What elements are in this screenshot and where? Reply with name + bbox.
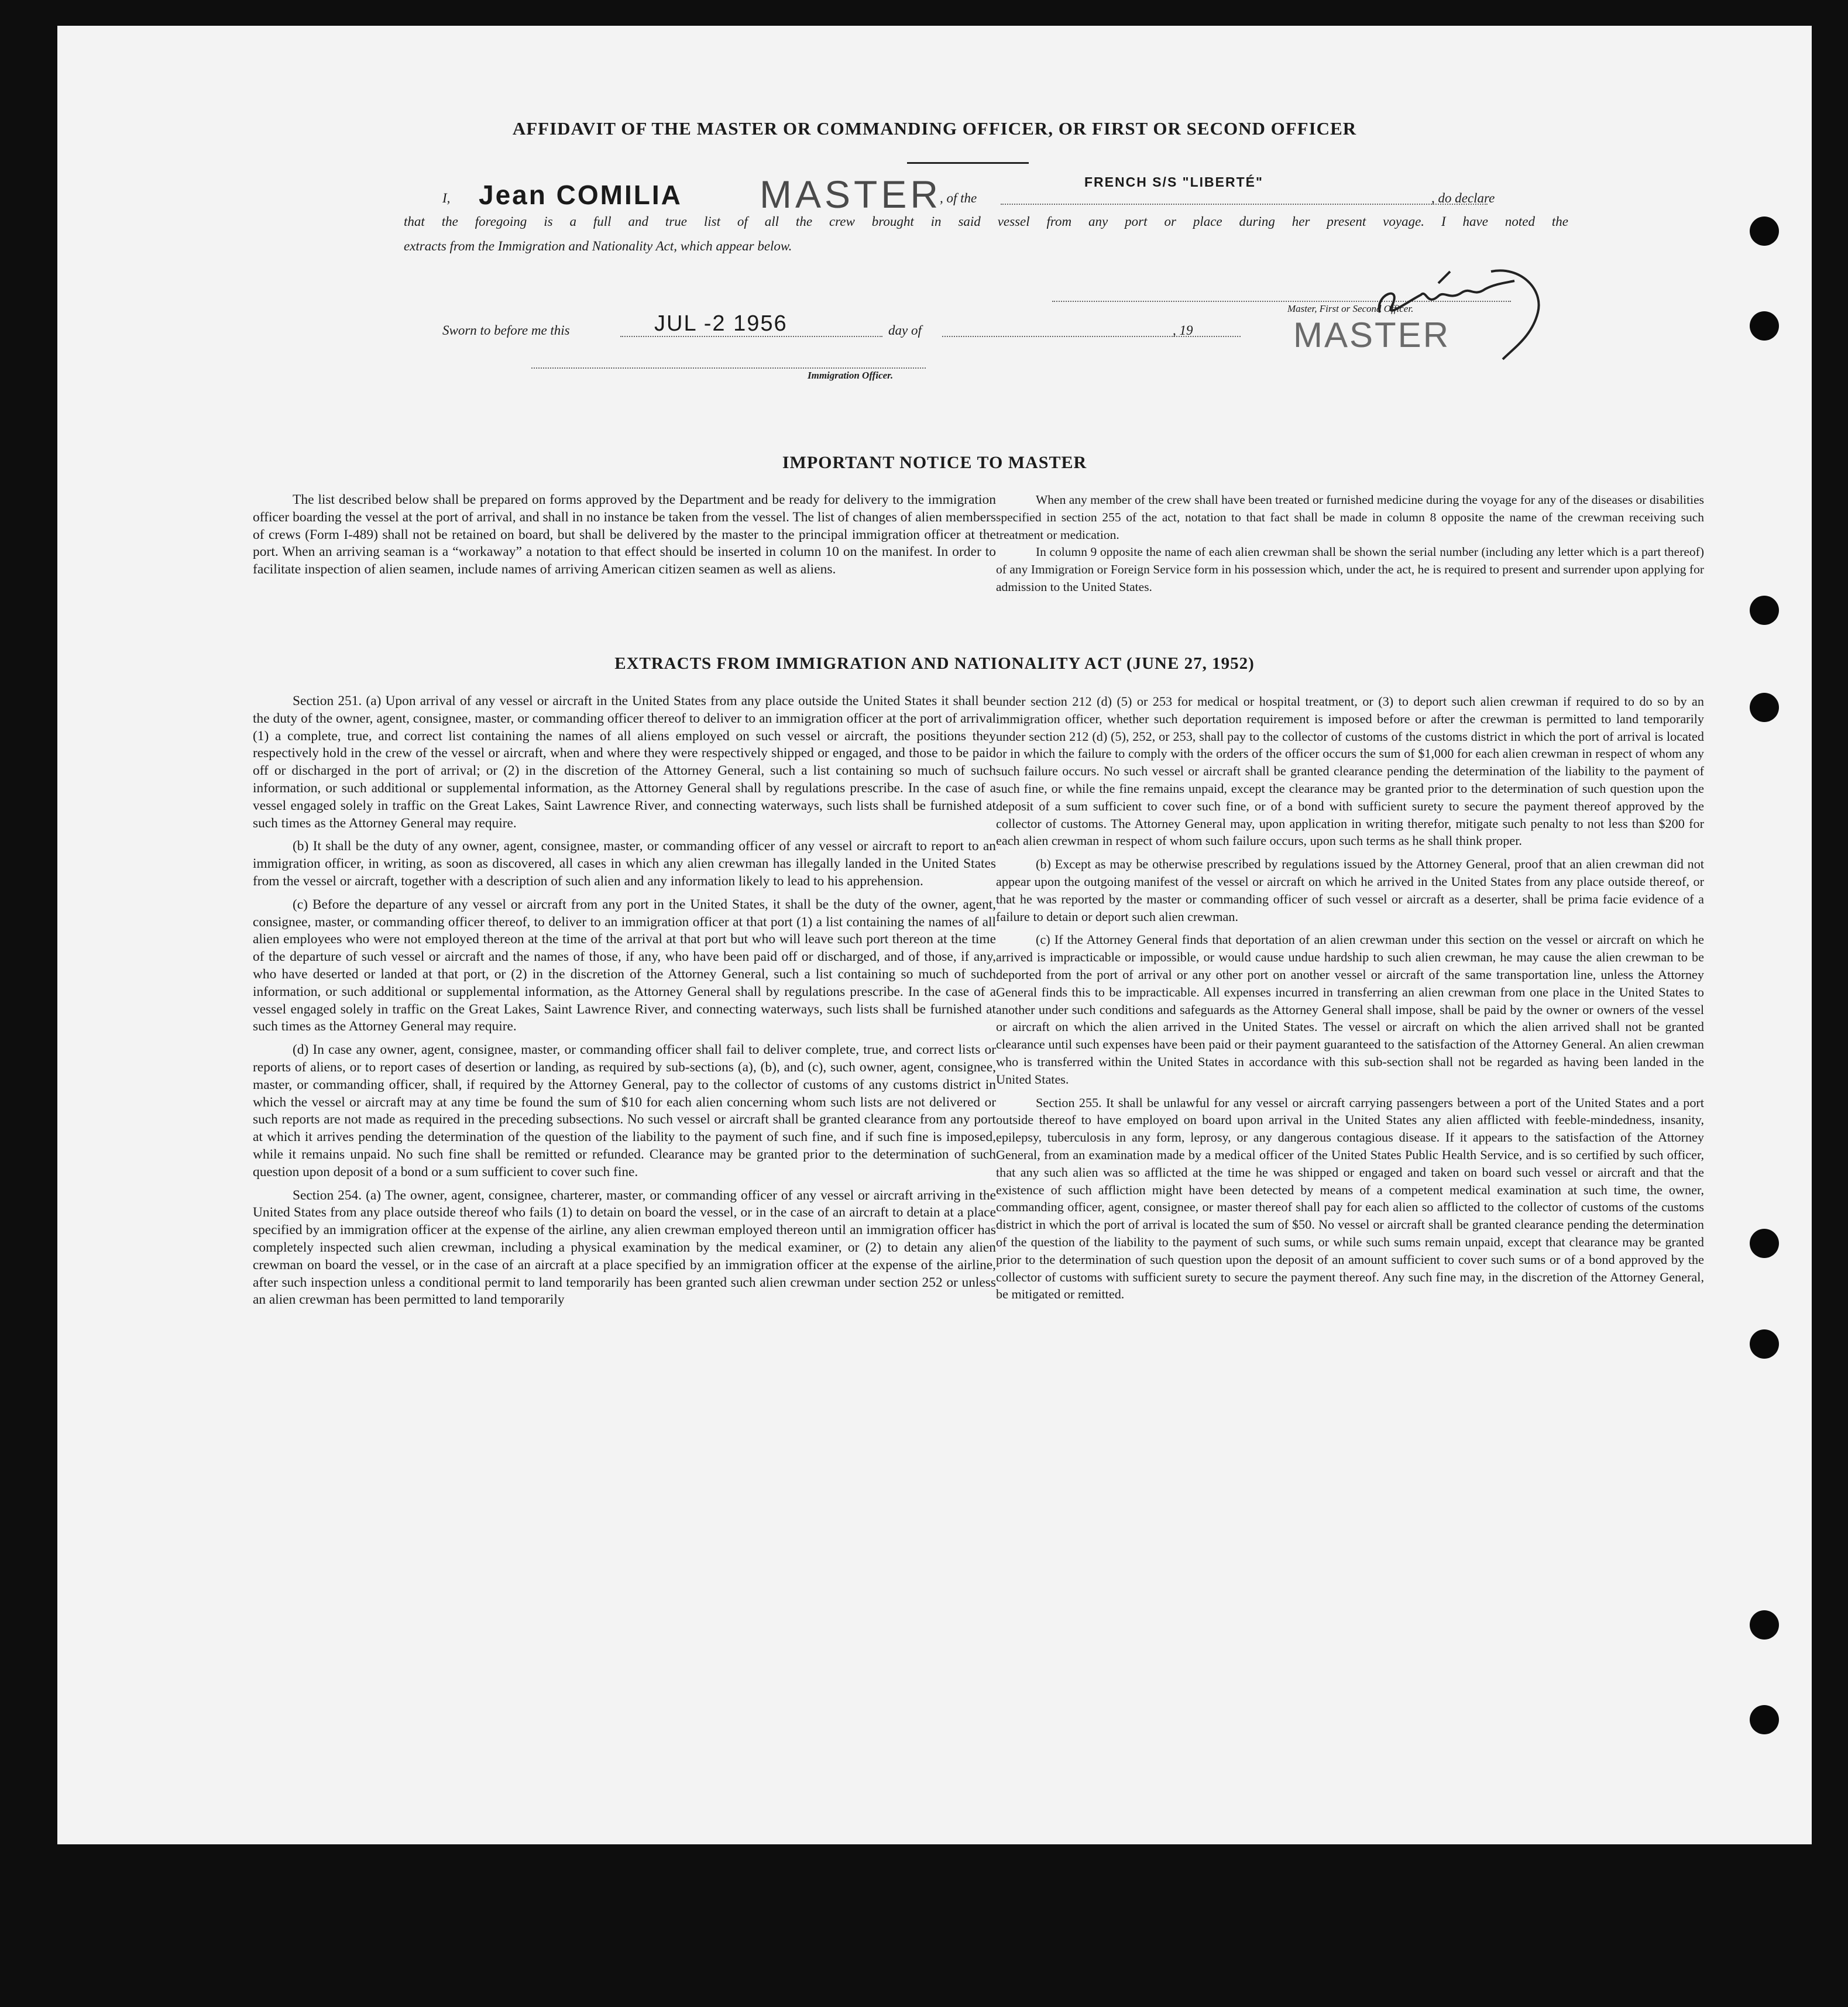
extracts-right-column bbox=[996, 693, 1704, 1309]
punch-hole bbox=[1750, 1610, 1779, 1640]
year-label: , 19 bbox=[1173, 323, 1193, 338]
extracts-left-column bbox=[253, 693, 996, 1315]
notice-left-paragraph: The list described below shall be prepared on forms approved by the Department and be ready for delivery to the immigration officer boarding the vessel at the port of arrival, and shall in no instance be taken from the vessel. The list of changes of alien members of crews (Form I-489) shall not be retained on board, but shall be delivered by the master to the principal immigration officer at the port. When an arriving seaman is a “workaway” a notation to that effect should be inserted in column 10 on the manifest. In order to facilitate inspection of alien seamen, include names of arriving American citizen seamen as well as aliens. bbox=[253, 492, 996, 578]
rank-stamp: MASTER bbox=[760, 173, 942, 216]
extracts-heading: EXTRACTS FROM IMMIGRATION AND NATIONALITY ACT (JUNE 27, 1952) bbox=[614, 654, 1255, 673]
punch-hole bbox=[1750, 311, 1779, 341]
section-254-c: (c) If the Attorney General finds that deportation of an alien crewman under this section on the vessel or aircraft on which he arrived is impracticable or impossible, or would cause undue hardship to such alien crewman, he may cause the alien crewman to be deported from the port of arrival or any other port on another vessel or aircraft of the same transportation line, unless the Attorney General finds this to be impracticable. All expenses incurred in transferring an alien crewman from one place in the United States to another under such conditions and safeguards as the Attorney General shall impose, shall be paid by the owner or owners of the vessel or aircraft on which the alien arrived in the United States. The vessel or aircraft on which the alien arrived shall not be granted clearance until such expenses have been paid or their payment guaranteed to the satisfaction of the Attorney General. An alien crewman who is transferred within the United States in accordance with this sub-section shall not be regarded as having been landed in the United States. bbox=[996, 932, 1704, 1087]
document-page bbox=[57, 26, 1812, 1844]
section-251-d: (d) In case any owner, agent, consignee, master, or commanding officer shall fail to deliver complete, true, and correct lists or reports of aliens, or to report cases of desertion or landing, as required by sub-sections (a), (b), and (c), such owner, agent, consignee, master, or commanding officer, shall, if required by the Attorney General, pay to the collector of customs of any customs district in which the vessel or aircraft may at any time be found the sum of $10 for each alien concerning whom such lists are not delivered or such reports are not made as required in the preceding subsections. No such vessel or aircraft shall be granted clearance from any port at which it arrives pending the determination of the question of the liability to the payment of such fine, and if such fine is imposed, while it remains unpaid. No such fine shall be remitted or refunded. Clearance may be granted prior to the determination of such question upon deposit of a bond or a sum sufficient to cover such fine. bbox=[253, 1042, 996, 1180]
of-the-label: , of the bbox=[940, 191, 977, 205]
punch-hole bbox=[1750, 596, 1779, 625]
section-254-a-continued: under section 212 (d) (5) or 253 for medical or hospital treatment, or (3) to deport such alien crewman if required to do so by an immigration officer, whether such deportation requirement is imposed before or after the crewman is permitted to land temporarily under section 212 (d) (5), 252, or 253, shall pay to the collector of customs of the customs district in which the port of arrival is located or in which the failure to comply with the orders of the officer occurs the sum of $1,000 for each alien crewman in respect of whom any such failure occurs. No such vessel or aircraft shall be granted clearance pending the determination of the liability to the payment of such fine, or while the fine remains unpaid, except the clearance may be granted prior to the determination of such question upon the deposit of a sum sufficient to cover such fine, or of a bond with sufficient surety to secure the payment thereof approved by the collector of customs. The Attorney General may, upon application in writing therefor, mitigate such penalty to not less than $200 for each alien crewman in respect of whom such failure occurs, upon such terms as he shall think proper. bbox=[996, 694, 1704, 848]
officer-signature-line bbox=[531, 367, 926, 369]
section-251-a: Section 251. (a) Upon arrival of any vessel or aircraft in the United States from any place outside the United States it shall be the duty of the owner, agent, consignee, master, or commanding officer thereof to deliver to an immigration officer at the port of arrival (1) a complete, true, and correct list containing the names of all aliens employed on such vessel or aircraft, the positions they respectively hold in the crew of the vessel or aircraft, when and where they were respectively shipped or engaged, and those to be paid off or discharged in the port of arrival; or (2) in the discretion of the Attorney General, such a list containing so much of such information, or such additional or supplemental information, as the Attorney General shall by regulations prescribe. In the case of a vessel engaged solely in traffic on the Great Lakes, Saint Lawrence River, and connecting waterways, such lists shall be furnished at such times as the Attorney General may require. bbox=[253, 693, 996, 831]
notice-left-column bbox=[253, 492, 996, 585]
master-name: Jean COMILIA bbox=[479, 180, 682, 210]
year-line bbox=[1204, 336, 1241, 337]
statement-line-1: that the foregoing is a full and true list of all the crew brought in said vessel from any port or place during her present voyage. I have noted the bbox=[404, 214, 1568, 229]
signer-stamp: MASTER bbox=[1293, 315, 1451, 355]
punch-hole bbox=[1750, 693, 1779, 722]
notice-heading: IMPORTANT NOTICE TO MASTER bbox=[782, 453, 1087, 472]
heading-rule bbox=[907, 162, 1029, 164]
notice-right-column bbox=[996, 492, 1704, 602]
notice-right-paragraph-2: In column 9 opposite the name of each alien crewman shall be shown the serial number (including any letter which is a part thereof) of any Immigration or Foreign Service form in his possession which, under the act, he is required to present and surrender upon applying for admission to the United States. bbox=[996, 545, 1704, 594]
affidavit-heading: AFFIDAVIT OF THE MASTER OR COMMANDING OFFICER, OR FIRST OR SECOND OFFICER bbox=[512, 118, 1357, 139]
statement-line-2: extracts from the Immigration and Nationality Act, which appear below. bbox=[404, 239, 792, 253]
sworn-date-line bbox=[620, 336, 882, 337]
section-254-b: (b) Except as may be otherwise prescribed by regulations issued by the Attorney General, proof that an alien crewman did not appear upon the outgoing manifest of the vessel or aircraft on which he arrived in the United States from any place outside thereof, or that he was reported by the master or commanding officer of such vessel or aircraft as a deserter, shall be prima facie evidence of a failure to detain or deport such alien crewman. bbox=[996, 857, 1704, 924]
section-251-c: (c) Before the departure of any vessel or aircraft from any port in the United States, it shall be the duty of the owner, agent, consignee, master, or commanding officer thereof, to deliver to an immigration officer at that port (1) a list containing the names of all alien employees who were not employed thereon at the time of the arrival at that port but who will leave such port thereon at the time of the departure of such vessel or aircraft and the names of those, if any, who have been paid off or discharged, and of those, if any, who have deserted or landed at that port, or (2) in the discretion of the Attorney General, such a list containing so much of such information, or such additional or supplemental information, as the Attorney General shall by regulations prescribe. In the case of a vessel engaged solely in traffic on the Great Lakes, Saint Lawrence River, and connecting waterways, such lists shall be furnished at such times as the Attorney General may require. bbox=[253, 896, 996, 1035]
sworn-date-stamp: JUL -2 1956 bbox=[654, 311, 788, 336]
do-declare-label: , do declare bbox=[1431, 191, 1495, 205]
section-254-a: Section 254. (a) The owner, agent, consignee, charterer, master, or commanding officer of any vessel or aircraft arriving in the United States from any place outside thereof who fails (1) to detain on board the vessel, or in the case of an aircraft to detain at a place specified by an immigration officer at the expense of the airline, any alien crewman employed thereon until an immigration officer has completely inspected such alien crewman, including a physical examination by the medical examiner, or (2) to detain any alien crewman on board the vessel, or in the case of an aircraft at a place specified by an immigration officer at the expense of the airline, after such inspection unless a conditional permit to land temporarily has been granted such alien crewman under section 252 or unless an alien crewman has been permitted to land temporarily bbox=[253, 1187, 996, 1308]
sworn-label: Sworn to before me this bbox=[442, 323, 570, 338]
punch-hole bbox=[1750, 1329, 1779, 1359]
vessel-line bbox=[1001, 204, 1488, 205]
punch-hole bbox=[1750, 1705, 1779, 1734]
officer-caption: Immigration Officer. bbox=[808, 370, 894, 381]
punch-hole bbox=[1750, 216, 1779, 246]
i-label: I, bbox=[442, 191, 451, 205]
signer-caption: Master, First or Second Officer. bbox=[1287, 303, 1414, 314]
punch-hole bbox=[1750, 1229, 1779, 1258]
section-255: Section 255. It shall be unlawful for any vessel or aircraft carrying passengers between a port of the United States and a port outside thereof to have employed on board upon arrival in the United States any alien afflicted with feeble-mindedness, insanity, epilepsy, tuberculosis in any form, leprosy, or any dangerous contagious disease. If it appears to the satisfaction of the Attorney General, from an examination made by a medical officer of the United States Public Health Service, and is so certified by such officer, that any such alien was so afflicted at the time he was shipped or engaged and taken on board such vessel or aircraft and that the existence of such affliction might have been detected by means of a competent medical examination at such time, the owner, commanding officer, agent, consignee, or master thereof shall pay for each alien so afflicted to the collector of customs of the customs district in which the port of arrival is located the sum of $50. No vessel or aircraft shall be granted clearance pending the determination of the question of the liability to the payment of such sums, or while such sums remain unpaid, except that clearance may be granted prior to the determination of such question upon the deposit of an amount sufficient to cover such sums or of a bond approved by the collector of customs with sufficient surety to secure the payment thereof. Any such fine may, in the discretion of the Attorney General, be mitigated or remitted. bbox=[996, 1095, 1704, 1302]
notice-right-paragraph-1: When any member of the crew shall have been treated or furnished medicine during the voyage for any of the diseases or disabilities specified in section 255 of the act, notation to that fact shall be made in column 8 opposite the name of the crewman receiving such treatment or medication. bbox=[996, 493, 1704, 542]
section-251-b: (b) It shall be the duty of any owner, agent, consignee, master, or commanding officer of any vessel or aircraft to report to an immigration officer, in writing, as soon as discovered, all cases in which any alien crewman has illegally landed in the United States from the vessel or aircraft, together with a description of such alien and any information likely to lead to his apprehension. bbox=[253, 838, 996, 889]
vessel-name: FRENCH S/S "LIBERTÉ" bbox=[1084, 174, 1263, 190]
day-of-label: day of bbox=[888, 323, 922, 338]
